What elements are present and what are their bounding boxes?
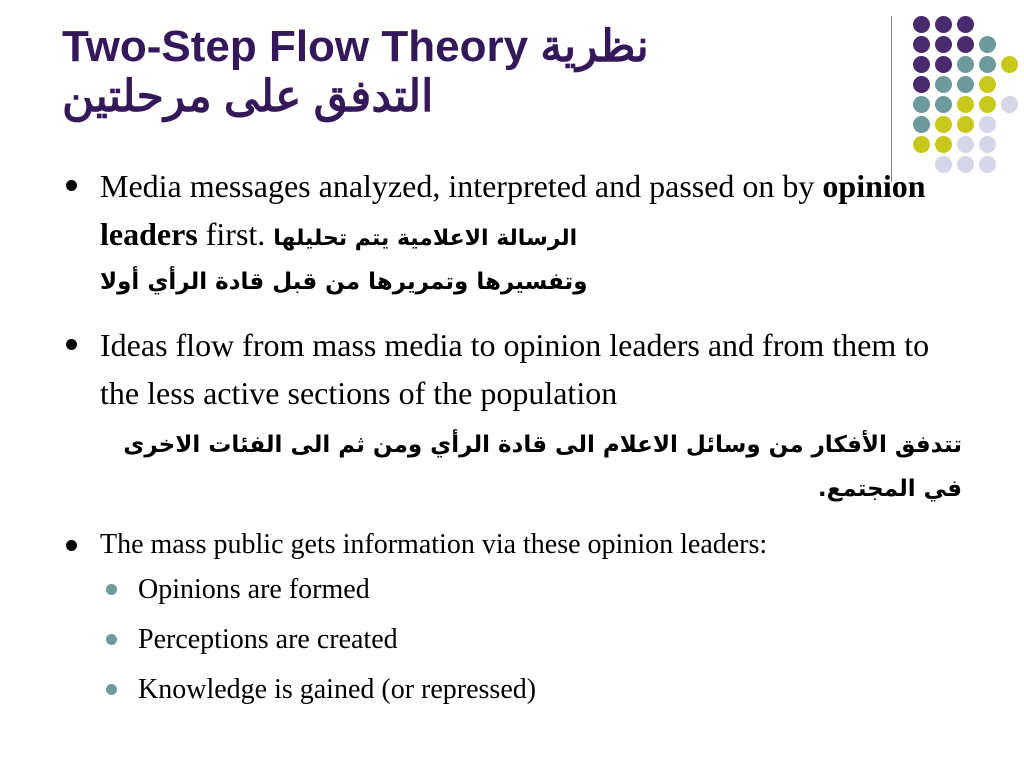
bullet-1-bold-term: opinion leaders	[100, 168, 926, 252]
bullet-3-text: The mass public gets information via these opinion leaders:	[100, 529, 768, 560]
dot	[979, 56, 996, 73]
dot	[913, 136, 930, 153]
dot	[957, 136, 974, 153]
dot	[957, 36, 974, 53]
dot	[913, 116, 930, 133]
dot	[957, 16, 974, 33]
title-english: Two-Step Flow Theory	[62, 22, 529, 71]
sub-bullet-item	[62, 565, 962, 615]
sub-bullet-icon	[106, 684, 117, 695]
dot	[935, 56, 952, 73]
dot	[935, 116, 952, 133]
dot	[935, 136, 952, 153]
dot	[913, 36, 930, 53]
dot	[979, 36, 996, 53]
dot	[935, 16, 952, 33]
sub-bullet-text: Knowledge is gained (or repressed)	[138, 674, 537, 705]
dot	[957, 76, 974, 93]
bullet-item-1	[62, 162, 962, 301]
dot	[913, 56, 930, 73]
dot	[979, 156, 996, 173]
bullet-2-text: Ideas flow from mass media to opinion leaders and from them to the less active sections of the population	[100, 327, 930, 411]
sub-bullet-text: Opinions are formed	[138, 574, 370, 605]
bullet-icon	[66, 180, 77, 191]
bullet-1-text: Media messages analyzed, interpreted and passed on by	[100, 168, 815, 204]
bullet-icon	[66, 339, 77, 350]
bullet-2-arabic	[100, 423, 962, 511]
dot	[957, 116, 974, 133]
sub-bullet-item	[62, 665, 962, 715]
sub-bullet-text: Perceptions are created	[138, 624, 398, 655]
dot	[935, 76, 952, 93]
title-arabic-part2: التدفق على مرحلتين	[62, 72, 434, 121]
dot	[913, 16, 930, 33]
dot	[1001, 96, 1018, 113]
bullet-icon	[66, 540, 77, 551]
dot	[935, 36, 952, 53]
dot	[979, 116, 996, 133]
dot	[979, 96, 996, 113]
bullet-2-arabic-text: تتدفق الأفكار من وسائل الاعلام الى قادة الرأي ومن ثم الى الفئات الاخرى في المجتمع.	[123, 432, 962, 502]
dot	[913, 96, 930, 113]
bullet-item-2	[62, 321, 962, 511]
dot	[935, 96, 952, 113]
title-divider-line	[891, 16, 892, 182]
title-arabic-part1: نظرية	[540, 22, 649, 71]
dot	[979, 76, 996, 93]
bullet-1-arabic-line2	[100, 263, 962, 301]
bullet-1-arabic-inline: الرسالة الاعلامية يتم تحليلها	[273, 226, 578, 251]
sub-bullet-icon	[106, 584, 117, 595]
dot	[957, 56, 974, 73]
sub-bullet-icon	[106, 634, 117, 645]
slide-title	[62, 22, 842, 122]
dot	[913, 76, 930, 93]
bullet-1-arabic-line2-text: وتفسيرها وتمريرها من قبل قادة الرأي أولا	[100, 269, 588, 295]
dot	[1001, 56, 1018, 73]
bullet-item-3	[62, 525, 962, 565]
sub-bullet-item	[62, 615, 962, 665]
dot	[979, 136, 996, 153]
bullet-1-after: first.	[205, 216, 266, 252]
slide-body	[62, 162, 962, 715]
dot	[957, 96, 974, 113]
